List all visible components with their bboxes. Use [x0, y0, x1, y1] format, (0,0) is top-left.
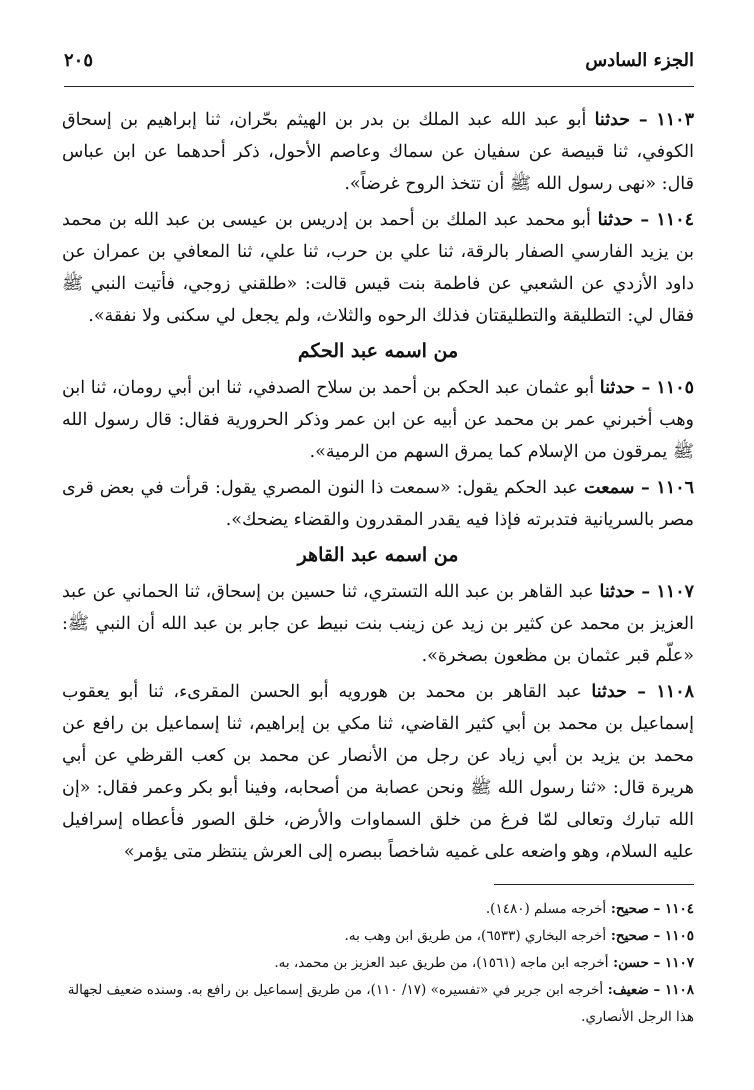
hadith-text: عبد الحكم يقول: «سمعت ذا النون المصري يقول: قرأت في بعض قرى مصر بالسريانية فتدبرته فإذا فيه يقدر المقدرون والقضاء يضحك».: [62, 478, 694, 530]
hadith-lead: حدثنا: [599, 582, 636, 602]
page-number: ٢٠٥: [64, 50, 94, 71]
hadith-entry: ١١٠٦ – سمعت عبد الحكم يقول: «سمعت ذا النون المصري يقول: قرأت في بعض قرى مصر بالسريانية فتدبرته فإذا فيه يقدر المقدرون والقضاء يضحك».: [62, 478, 695, 530]
hadith-entry: ١١٠٨ – حدثنا عبد القاهر بن محمد بن هورويه أبو الحسن المقرىء، ثنا أبو يعقوب إسماعيل بن محمد بن أبي كثير القاضي، ثنا مكي بن إبراهيم، ثنا إسماعيل بن رافع عن محمد بن يزيد بن أبي زياد عن رجل من الأنصار عن محمد بن كعب القرظي عن أبي هريرة قال: «ثنا رسول الله ﷺ ونحن عصابة من أصحابه، وفينا أبو بكر وعمر فقال: «إن الله تبارك وتعالى لمّا فرغ من خلق السماوات والأرض، خلق الصور فأعطاه إسرافيل عليه السلام، وهو واضعه على غميه شاخصاً ببصره إلى العرش ينتظر متى يؤمر»: [62, 682, 694, 862]
hadith-number: ١١٠٤: [656, 210, 694, 230]
hadith-lead: سمعت: [584, 478, 635, 498]
footnote-text: أخرجه مسلم (١٤٨٠).: [485, 901, 607, 917]
hadith-number: ١١٠٧: [656, 582, 694, 602]
hadith-text: أبو عبد الله عبد الملك بن بدر بن الهيثم بحّران، ثنا إبراهيم بن إسحاق الكوفي، ثنا قبيصة عن سفيان عن سماك وعاصم الأحول، ذكر أحدهما عن ابن عباس قال: «نهى رسول الله ﷺ أن تتخذ الروح غرضاً».: [62, 110, 694, 194]
footnote-number: ١١٠٧: [664, 955, 694, 971]
hadith-number: ١١٠٣: [656, 110, 694, 130]
footnote-grade: صحيح: [615, 928, 649, 944]
hadith-lead: حدثنا: [597, 210, 634, 230]
footnote-grade: صحيح: [615, 901, 649, 917]
footnote-number: ١١٠٥: [664, 928, 694, 944]
section-heading: من اسمه عبد الحكم: [297, 340, 459, 362]
hadith-text: أبو محمد عبد الملك بن أحمد بن إدريس بن عيسى بن عبد الله بن محمد بن يزيد الفارسي الصفار بالرقة، ثنا علي بن حرب، ثنا علي، ثنا المعافي بن عمران عن داود الأزدي عن الشعبي عن فاطمة بنت قيس قالت: «طلقني زوجي، فأتيت النبي ﷺ فقال لي: التطليقة والتطليقتان فذلك الرحوه والثلاث، ولم يجعل لي سكنى ولا نفقة».: [62, 210, 694, 326]
footnote: ١١٠٤ – صحيح: أخرجه مسلم (١٤٨٠).: [485, 901, 694, 917]
header-rule: [64, 86, 694, 87]
running-head: [64, 50, 694, 71]
hadith-lead: حدثنا: [594, 110, 631, 130]
footnote: ١١٠٨ – ضعيف: أخرجه ابن جرير في «تفسيره» (١٧/ ١١٠)، من طريق إسماعيل بن رافع به. وسنده ضعيف لجهالة هذا الرجل الأنصاري.: [67, 982, 694, 1025]
footnote-text: أخرجه ابن ماجه (١٥٦١)، من طريق عبد العزيز بن محمد، به.: [274, 955, 609, 971]
footnote-number: ١١٠٤: [664, 901, 694, 917]
footnote-grade: حسن: [618, 955, 649, 971]
hadith-text: عبد القاهر بن محمد بن هورويه أبو الحسن المقرىء، ثنا أبو يعقوب إسماعيل بن محمد بن أبي كثير القاضي، ثنا مكي بن إبراهيم، ثنا إسماعيل بن رافع عن محمد بن يزيد بن أبي زياد عن رجل من الأنصار عن محمد بن كعب القرظي عن أبي هريرة قال: «ثنا رسول الله ﷺ ونحن عصابة من أصحابه، وفينا أبو بكر وعمر فقال: «إن الله تبارك وتعالى لمّا فرغ من خلق السماوات والأرض، خلق الصور فأعطاه إسرافيل عليه السلام، وهو واضعه على غميه شاخصاً ببصره إلى العرش ينتظر متى يؤمر»: [62, 682, 694, 862]
hadith-text: عبد القاهر بن عبد الله التستري، ثنا حسين بن إسحاق، ثنا الحماني عن عبد العزيز بن محمد عن كثير بن زيد عن زينب بنت نبيط عن جابر بن عبد الله أن النبي ﷺ: «علّم قبر عثمان بن مظعون بصخرة».: [62, 582, 694, 666]
hadith-number: ١١٠٨: [656, 682, 694, 702]
footnote-number: ١١٠٨: [664, 982, 694, 998]
footnotes: [62, 896, 694, 1031]
hadith-lead: حدثنا: [599, 378, 636, 398]
footnote-text: أخرجه ابن جرير في «تفسيره» (١٧/ ١١٠)، من طريق إسماعيل بن رافع به. وسنده ضعيف لجهالة هذا الرجل الأنصاري.: [67, 982, 694, 1025]
section-heading: من اسمه عبد القاهر: [297, 544, 459, 566]
hadith-lead: حدثنا: [591, 682, 627, 702]
footnote: ١١٠٥ – صحيح: أخرجه البخاري (٦٥٣٣)، من طريق ابن وهب به.: [344, 928, 694, 944]
main-text: [62, 104, 694, 872]
hadith-text: أبو عثمان عبد الحكم بن أحمد بن سلاح الصدفي، ثنا ابن أبي رومان، ثنا ابن وهب أخبرني عمر بن محمد عن أبيه عن ابن عمر وذكر الحرورية فقال: قال رسول الله ﷺ يمرقون من الإسلام كما يمرق السهم من الرمية».: [62, 378, 694, 462]
hadith-entry: ١١٠٧ – حدثنا عبد القاهر بن عبد الله التستري، ثنا حسين بن إسحاق، ثنا الحماني عن عبد العزيز بن محمد عن كثير بن زيد عن زينب بنت نبيط عن جابر بن عبد الله أن النبي ﷺ: «علّم قبر عثمان بن مظعون بصخرة».: [62, 582, 694, 666]
footnote-grade: ضعيف: [612, 982, 649, 998]
footnote: ١١٠٧ – حسن: أخرجه ابن ماجه (١٥٦١)، من طريق عبد العزيز بن محمد، به.: [274, 955, 694, 971]
hadith-entry: ١١٠٥ – حدثنا أبو عثمان عبد الحكم بن أحمد بن سلاح الصدفي، ثنا ابن أبي رومان، ثنا ابن وهب أخبرني عمر بن محمد عن أبيه عن ابن عمر وذكر الحرورية فقال: قال رسول الله ﷺ يمرقون من الإسلام كما يمرق السهم من الرمية».: [62, 378, 694, 462]
footnote-text: أخرجه البخاري (٦٥٣٣)، من طريق ابن وهب به.: [344, 928, 607, 944]
footnote-rule: [494, 884, 694, 885]
hadith-number: ١١٠٥: [656, 378, 694, 398]
hadith-number: ١١٠٦: [656, 478, 695, 498]
hadith-entry: ١١٠٤ – حدثنا أبو محمد عبد الملك بن أحمد بن إدريس بن عيسى بن عبد الله بن محمد بن يزيد الفارسي الصفار بالرقة، ثنا علي بن حرب، ثنا علي، ثنا المعافي بن عمران عن داود الأزدي عن الشعبي عن فاطمة بنت قيس قالت: «طلقني زوجي، فأتيت النبي ﷺ فقال لي: التطليقة والتطليقتان فذلك الرحوه والثلاث، ولم يجعل لي سكنى ولا نفقة».: [62, 210, 694, 326]
hadith-entry: ١١٠٣ – حدثنا أبو عبد الله عبد الملك بن بدر بن الهيثم بحّران، ثنا إبراهيم بن إسحاق الكوفي، ثنا قبيصة عن سفيان عن سماك وعاصم الأحول، ذكر أحدهما عن ابن عباس قال: «نهى رسول الله ﷺ أن تتخذ الروح غرضاً».: [62, 110, 694, 194]
volume-title: الجزء السادس: [585, 50, 694, 71]
